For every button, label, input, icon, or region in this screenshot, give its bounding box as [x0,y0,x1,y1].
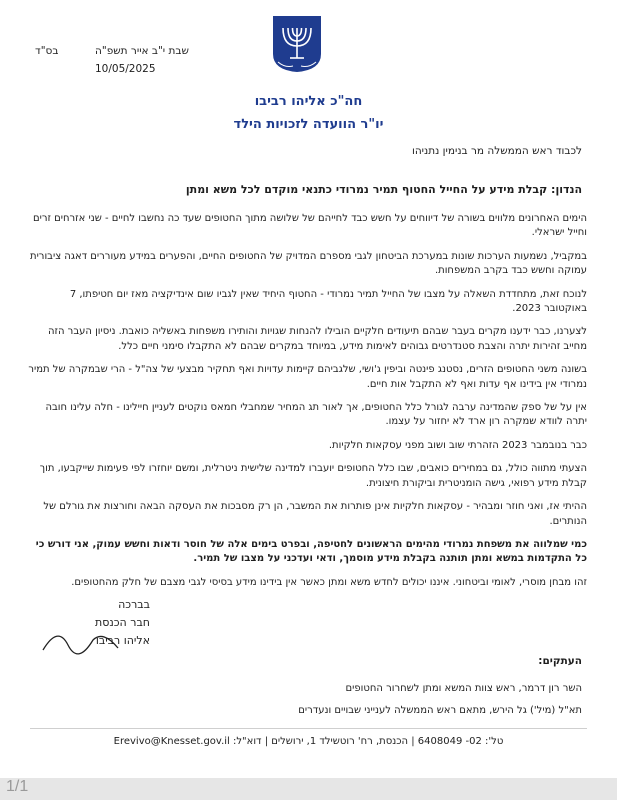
sender-name: חה"כ אליהו רביבו [254,94,363,109]
body-paragraph: כבר בנובמבר 2023 הזהרתי שוב ושוב מפני עסקאות חלקיות. [328,439,587,451]
body-paragraph: הצעתי מתווה כולל, גם במחירים כואבים, שבו כלל החטופים יועברו למדינה שלישית ניטרלית, ומשם יוחזרו לפי פעימות שייקבעו, תוך קבלת מידע רפואי, גישה הומניטרית וביקורת חיצונית. [39,463,587,489]
bsd-mark: בס"ד [35,45,59,57]
copies-title: העתקים: [538,655,582,667]
footer-divider [30,728,587,729]
page-indicator: 1/1 [6,778,29,795]
letter-body [28,212,587,599]
copy-recipient: השר רון דרמר, ראש צוות המשא ומתן לשחרור החטופים [345,683,582,694]
signature-role: חבר הכנסת [94,616,150,629]
body-paragraph: אין על של ספק שהמדינה ערבה לגורל כלל החטופים, אך לאור תג המחיר שמחבלי חמאס נוקטים לעניין חיילינו - חלה עלינו חובה יתרה לוודא שמקרה רון ארד לא יחזור על עצמו. [45,402,587,428]
contact-footer: טל': 02- 6408049 | הכנסת, רח' רוטשילד 1, ירושלים | דוא"ל: Erevivo@Knesset.gov.il [113,736,504,747]
date: 10/05/2025 [95,63,156,75]
body-paragraph: הימים האחרונים מלווים בשורה של דיווחים על חשש כבד לחייהם של שלושה מתוך החטופים שעד כה נחשבו לחיים - שני אזרחים זרים וחייל ישראלי. [32,213,587,239]
subject-line: הנדון: קבלת מידע על החייל החטוף תמיר נמרודי כתנאי מוקדם לכל משא ומתן [185,183,582,196]
handwritten-signature-icon [38,620,128,660]
menorah-emblem-icon [271,14,323,74]
body-paragraph-bold: כמי שמלווה את משפחת נמרודי מהימים הראשונים לחטיפה, ובפרט בימים אלה של חוסר ודאות וחשש עמוק, אני דורש כי כל התקדמות במשא ומתן תותנה בקבלת מידע מוסמך, ודאי ועדכני על מצבו של תמיר. [35,538,587,565]
body-paragraph: ההיתי אז, ואני חוזר ומבהיר - עסקאות חלקיות אינן פותרות את המשבר, הן רק מסבכות את העסקה הבאה וחורצות את גורלם של הנותרים. [43,501,587,527]
sender-role: יו"ר הוועדה לזכויות הילד [233,117,384,132]
body-paragraph: זהו מבחן מוסרי, לאומי וביטחוני. איננו יכולים לחדש משא ומתן כאשר אין בידינו מידע בסיסי לגבי מצבם של חלק מהחטופים. [71,576,587,588]
recipient-line: לכבוד ראש הממשלה מר בנימין נתניהו [411,145,582,157]
body-paragraph: לנוכח זאת, מתחדדת השאלה על מצבו של החייל תמיר נמרודי - החטוף היחיד שאין לגביו שום אינדיקציה מאז יום חטיפתו, 7 באוקטובר 2023. [69,288,587,315]
signature-greeting: בברכה [118,598,150,611]
body-paragraph: לצערנו, כבר ידענו מקרים בעבר שבהם תיעודים חלקיים הובילו להנחות שגויות והותירו משפחות באשליה כואבת. ניסיון העבר הזה מחייב זהירות יתרה והצבת סטנדרטים גבוהים לאימות מידע, במיוחד במקרים שבהם לא התקבלו סימני חיים כלל. [47,326,587,352]
body-paragraph: במקביל, נשמעות הערכות שונות במערכת הביטחון לגבי מספרם המדויק של החטופים החיים, והפערים במידע מעוררים דאגה ציבורית עמוקה וחשש כבד בקרב המשפחות. [30,250,587,277]
copy-recipient: תא"ל (מיל') גל הירש, מתאם ראש הממשלה לענייני שבויים ונעדרים [298,705,582,716]
copies-list [298,678,582,722]
body-paragraph: בשונה משני החטופים הזרים, נסטנג פינטה וביפין ג'ושי, שלגביהם קיימות עדויות ואף תחקיר מבצעי של צה"ל - הרי שבמקרה של תמיר נמרודי אין בידינו אף עדות ואף לא התקבל אות חיים. [28,364,587,390]
hebrew-date: שבת י"ב אייר תשפ"ה [95,45,189,57]
signature-name: אליהו רביבו [95,634,150,647]
